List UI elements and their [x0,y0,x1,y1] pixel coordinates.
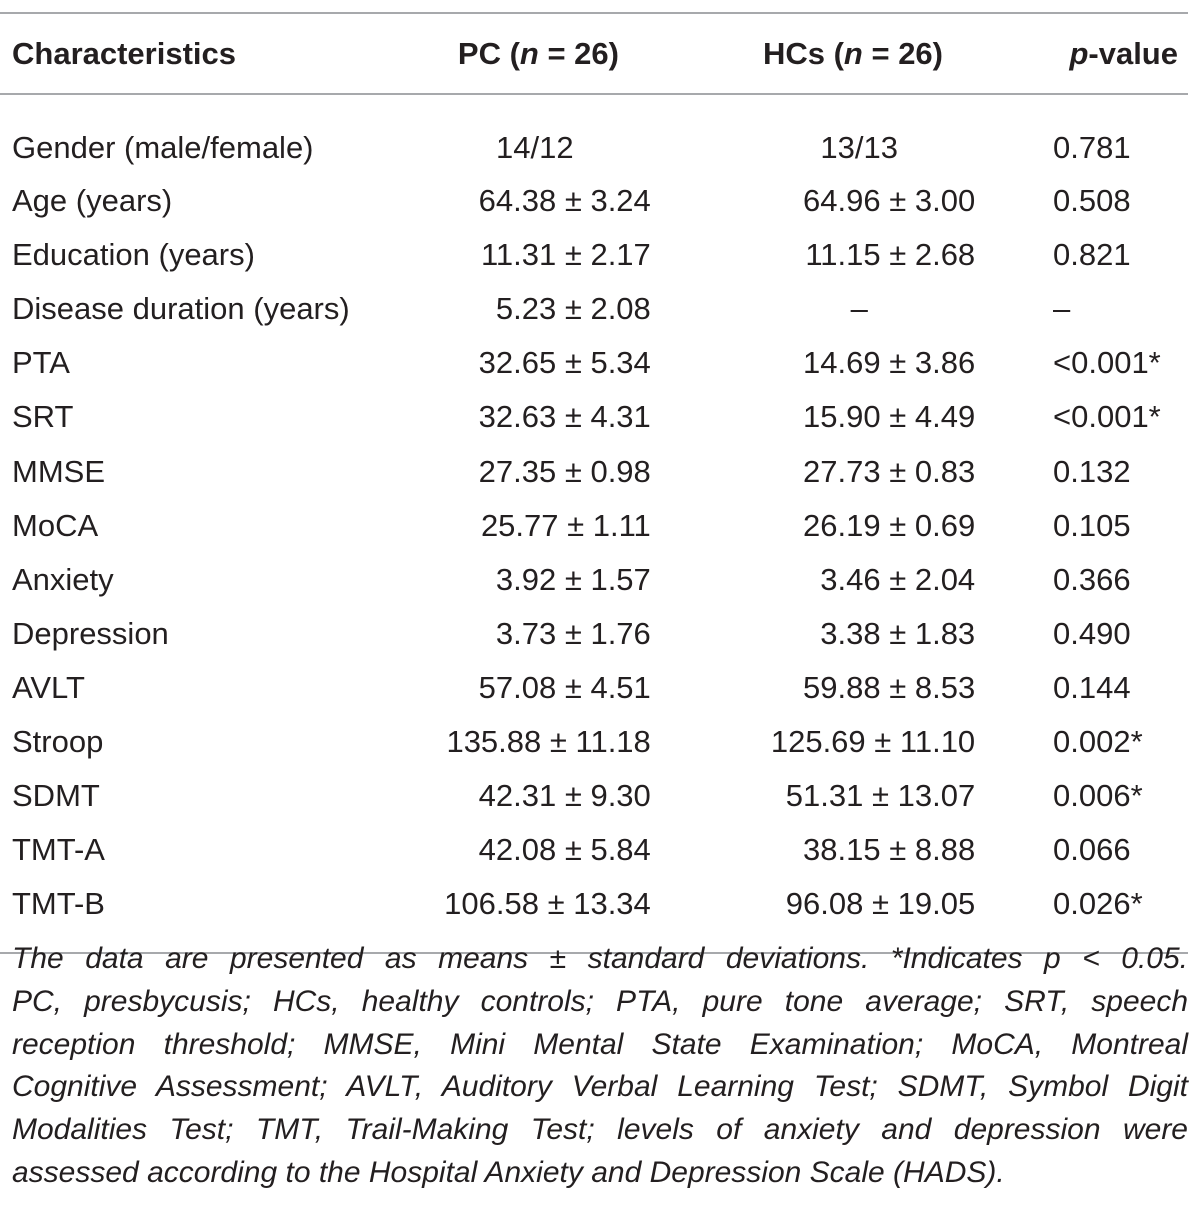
table-row [0,390,1188,444]
p-value: 0.366 [1053,561,1131,597]
p-value: 0.144 [1053,669,1131,705]
hc-value: 38.15 ± 8.88 [803,832,976,868]
pc-value: 5.23 ± 2.08 [495,291,651,327]
p-value: 0.006* [1053,778,1143,814]
table-row [0,94,1188,174]
pc-value: 57.08 ± 4.51 [478,669,651,705]
pc-value: 42.08 ± 5.84 [478,832,651,868]
pc-value: 64.38 ± 3.24 [478,183,651,219]
table-body [0,94,1188,953]
hc-value: 3.38 ± 1.83 [820,615,976,651]
table-row [0,661,1188,715]
hc-value: 64.96 ± 3.00 [803,183,976,219]
hc-value: 13/13 [820,129,898,165]
table-footnote [12,938,1188,1195]
footnote-line: Modalities Test; TMT, Trail-Making Test; levels of anxiety and depression were [12,1113,1188,1147]
table-row [0,282,1188,336]
table-row [0,823,1188,877]
row-label: MoCA [12,507,99,543]
p-value: 0.132 [1053,453,1131,489]
table-row [0,499,1188,553]
hc-value: 27.73 ± 0.83 [803,453,976,489]
footnote-line: PC, presbycusis; HCs, healthy controls; PTA, pure tone average; SRT, speech [12,984,1188,1018]
pc-value: 11.31 ± 2.17 [480,237,651,273]
header-characteristics: Characteristics [0,13,386,94]
pc-value: 42.31 ± 9.30 [478,778,651,814]
row-label: Anxiety [12,561,114,597]
hc-value: 96.08 ± 19.05 [671,877,995,953]
hc-value: 15.90 ± 4.49 [803,399,976,435]
row-label: TMT-B [0,877,386,953]
row-label: PTA [12,345,70,381]
pc-value: 14/12 [496,129,574,165]
p-value: <0.001* [1053,345,1161,381]
pc-value: 32.63 ± 4.31 [478,399,651,435]
table-row [0,553,1188,607]
hc-value: 11.15 ± 2.68 [805,237,976,273]
table-row [0,607,1188,661]
row-label: SRT [12,399,74,435]
hc-value: 125.69 ± 11.10 [770,723,976,759]
p-value: <0.001* [1053,399,1161,435]
table-row [0,336,1188,390]
row-label: Stroop [12,723,104,759]
table-row [0,444,1188,498]
pc-value: 106.58 ± 13.34 [386,877,671,953]
p-value: 0.066 [1053,832,1131,868]
hc-value: – [850,291,868,327]
characteristics-table [0,12,1188,954]
row-label: SDMT [12,778,100,814]
p-value: 0.821 [1053,237,1131,273]
pc-value: 135.88 ± 11.18 [446,723,651,759]
footnote-line: Cognitive Assessment; AVLT, Auditory Verbal Learning Test; SDMT, Symbol Digit [12,1070,1188,1104]
hc-value: 26.19 ± 0.69 [803,507,976,543]
footnote-line: The data are presented as means ± standard deviations. *Indicates p < 0.05. [12,942,1188,975]
hc-value: 59.88 ± 8.53 [803,669,976,705]
table-row [0,174,1188,228]
hc-value: 3.46 ± 2.04 [820,561,976,597]
table-row [0,769,1188,823]
p-value: 0.002* [1053,723,1143,759]
pc-value: 3.73 ± 1.76 [495,615,651,651]
p-value: 0.508 [1053,183,1131,219]
row-label: Age (years) [12,183,173,219]
row-label: Disease duration (years) [12,291,350,327]
pc-value: 25.77 ± 1.11 [480,507,651,543]
table-header [0,13,1188,94]
row-label: Gender (male/female) [12,129,314,165]
table-row [0,228,1188,282]
p-value: 0.781 [1053,129,1131,165]
pc-value: 27.35 ± 0.98 [478,453,651,489]
p-value: 0.490 [1053,615,1131,651]
pc-value: 32.65 ± 5.34 [478,345,651,381]
row-label: TMT-A [12,832,105,868]
hc-value: 51.31 ± 13.07 [785,778,976,814]
footnote-line: reception threshold; MMSE, Mini Mental State Examination; MoCA, Montreal [12,1027,1188,1061]
header-row [0,13,1188,94]
row-label: MMSE [12,453,105,489]
row-label: Education (years) [12,237,255,273]
pc-value: 3.92 ± 1.57 [495,561,651,597]
p-value: 0.026* [995,877,1188,953]
footnote-line: assessed according to the Hospital Anxiety and Depression Scale (HADS). [12,1155,1005,1189]
hc-value: 14.69 ± 3.86 [803,345,976,381]
row-label: AVLT [12,669,85,705]
row-label: Depression [12,615,169,651]
header-hcs: HCs (n = 26) [671,13,995,94]
header-p-value: p-value [995,13,1188,94]
table-row [0,715,1188,769]
p-value: – [1053,291,1071,327]
p-value: 0.105 [1053,507,1131,543]
header-pc: PC (n = 26) [386,13,671,94]
